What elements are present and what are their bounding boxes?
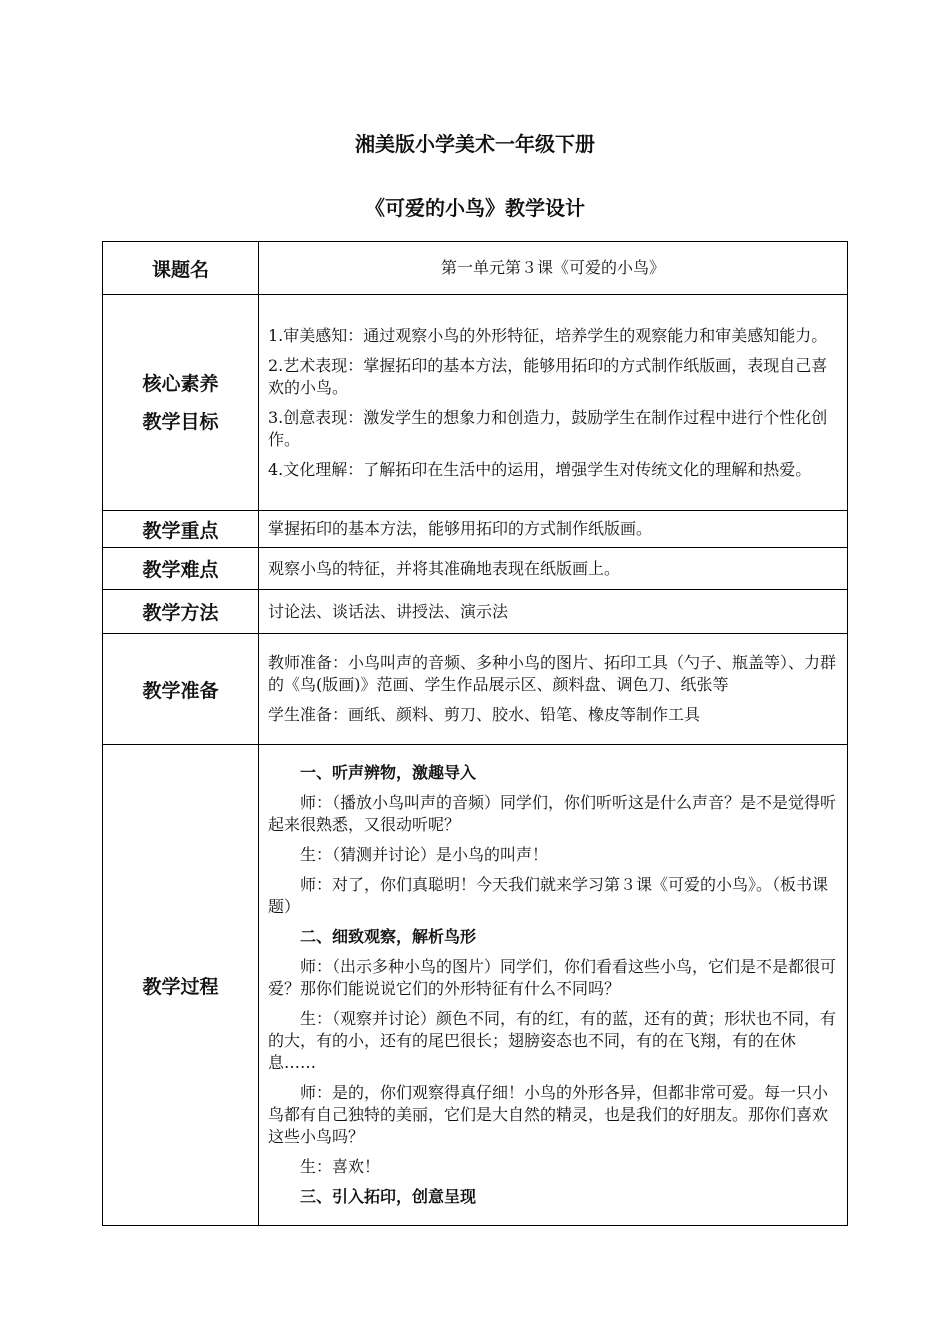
row-difficulties xyxy=(103,548,848,590)
document-title: 湘美版小学美术一年级下册 xyxy=(355,132,595,156)
row-key-points xyxy=(103,511,848,548)
dialogue-paragraph: 师：（出示多种小鸟的图片）同学们，你们看看这些小鸟，它们是不是都很可爱？那你们能说说它们的外形特征有什么不同吗？ xyxy=(268,957,837,998)
label-topic: 课题名 xyxy=(103,242,259,295)
dialogue-paragraph: 生：喜欢！ xyxy=(300,1157,381,1176)
goals-content xyxy=(259,295,848,511)
preparation-content xyxy=(259,634,848,745)
goal-item: 3.创意表现：激发学生的想象力和创造力，鼓励学生在制作过程中进行个性化创作。 xyxy=(268,407,828,449)
row-goals xyxy=(103,295,848,511)
dialogue-paragraph: 师：是的，你们观察得真仔细！小鸟的外形各异，但都非常可爱。每一只小鸟都有自己独特的美丽，它们是大自然的精灵，也是我们的好朋友。那你们喜欢这些小鸟吗？ xyxy=(268,1083,829,1146)
student-preparation: 学生准备：画纸、颜料、剪刀、胶水、铅笔、橡皮等制作工具 xyxy=(268,705,701,724)
dialogue-paragraph: 生：（观察并讨论）颜色不同，有的红，有的蓝，还有的黄；形状也不同，有的大，有的小，还有的尾巴很长；翅膀姿态也不同，有的在飞翔，有的在休息…… xyxy=(268,1009,837,1072)
row-methods xyxy=(103,590,848,634)
label-methods: 教学方法 xyxy=(103,590,259,634)
goal-item: 2.艺术表现：掌握拓印的基本方法，能够用拓印的方式制作纸版画，表现自己喜欢的小鸟。 xyxy=(268,355,828,397)
value-methods: 讨论法、谈话法、讲授法、演示法 xyxy=(259,590,848,634)
lesson-plan-table xyxy=(102,241,848,1226)
process-content xyxy=(259,745,848,1226)
dialogue-paragraph: 生：（猜测并讨论）是小鸟的叫声！ xyxy=(300,845,549,864)
row-topic xyxy=(103,242,848,295)
label-process: 教学过程 xyxy=(103,745,259,1226)
label-goals-line1: 核心素养 xyxy=(142,372,219,395)
dialogue-paragraph: 师：对了，你们真聪明！今天我们就来学习第３课《可爱的小鸟》。（板书课题） xyxy=(268,875,829,916)
section-heading: 一、听声辨物，激趣导入 xyxy=(300,763,477,782)
goal-item: 1.审美感知：通过观察小鸟的外形特征，培养学生的观察能力和审美感知能力。 xyxy=(268,325,828,345)
document-subtitle: 《可爱的小鸟》教学设计 xyxy=(365,196,585,220)
dialogue-paragraph: 师：（播放小鸟叫声的音频）同学们，你们听听这是什么声音？是不是觉得听起来很熟悉，又很动听呢？ xyxy=(268,793,837,834)
row-preparation xyxy=(103,634,848,745)
label-goals-line2: 教学目标 xyxy=(142,410,219,433)
goal-item: 4.文化理解：了解拓印在生活中的运用，增强学生对传统文化的理解和热爱。 xyxy=(268,459,812,479)
section-heading: 二、细致观察，解析鸟形 xyxy=(300,927,477,946)
row-process xyxy=(103,745,848,1226)
label-difficulties: 教学难点 xyxy=(103,548,259,590)
value-difficulties: 观察小鸟的特征，并将其准确地表现在纸版画上。 xyxy=(259,548,848,590)
label-goals xyxy=(103,295,259,511)
value-key-points: 掌握拓印的基本方法，能够用拓印的方式制作纸版画。 xyxy=(259,511,848,548)
label-preparation: 教学准备 xyxy=(103,634,259,745)
teacher-preparation: 教师准备：小鸟叫声的音频、多种小鸟的图片、拓印工具（勺子、瓶盖等）、力群的《鸟(版画)》范画、学生作品展示区、颜料盘、调色刀、纸张等 xyxy=(268,653,837,694)
value-topic: 第一单元第３课《可爱的小鸟》 xyxy=(259,242,848,295)
section-heading: 三、引入拓印，创意呈现 xyxy=(300,1187,477,1206)
label-key-points: 教学重点 xyxy=(103,511,259,548)
